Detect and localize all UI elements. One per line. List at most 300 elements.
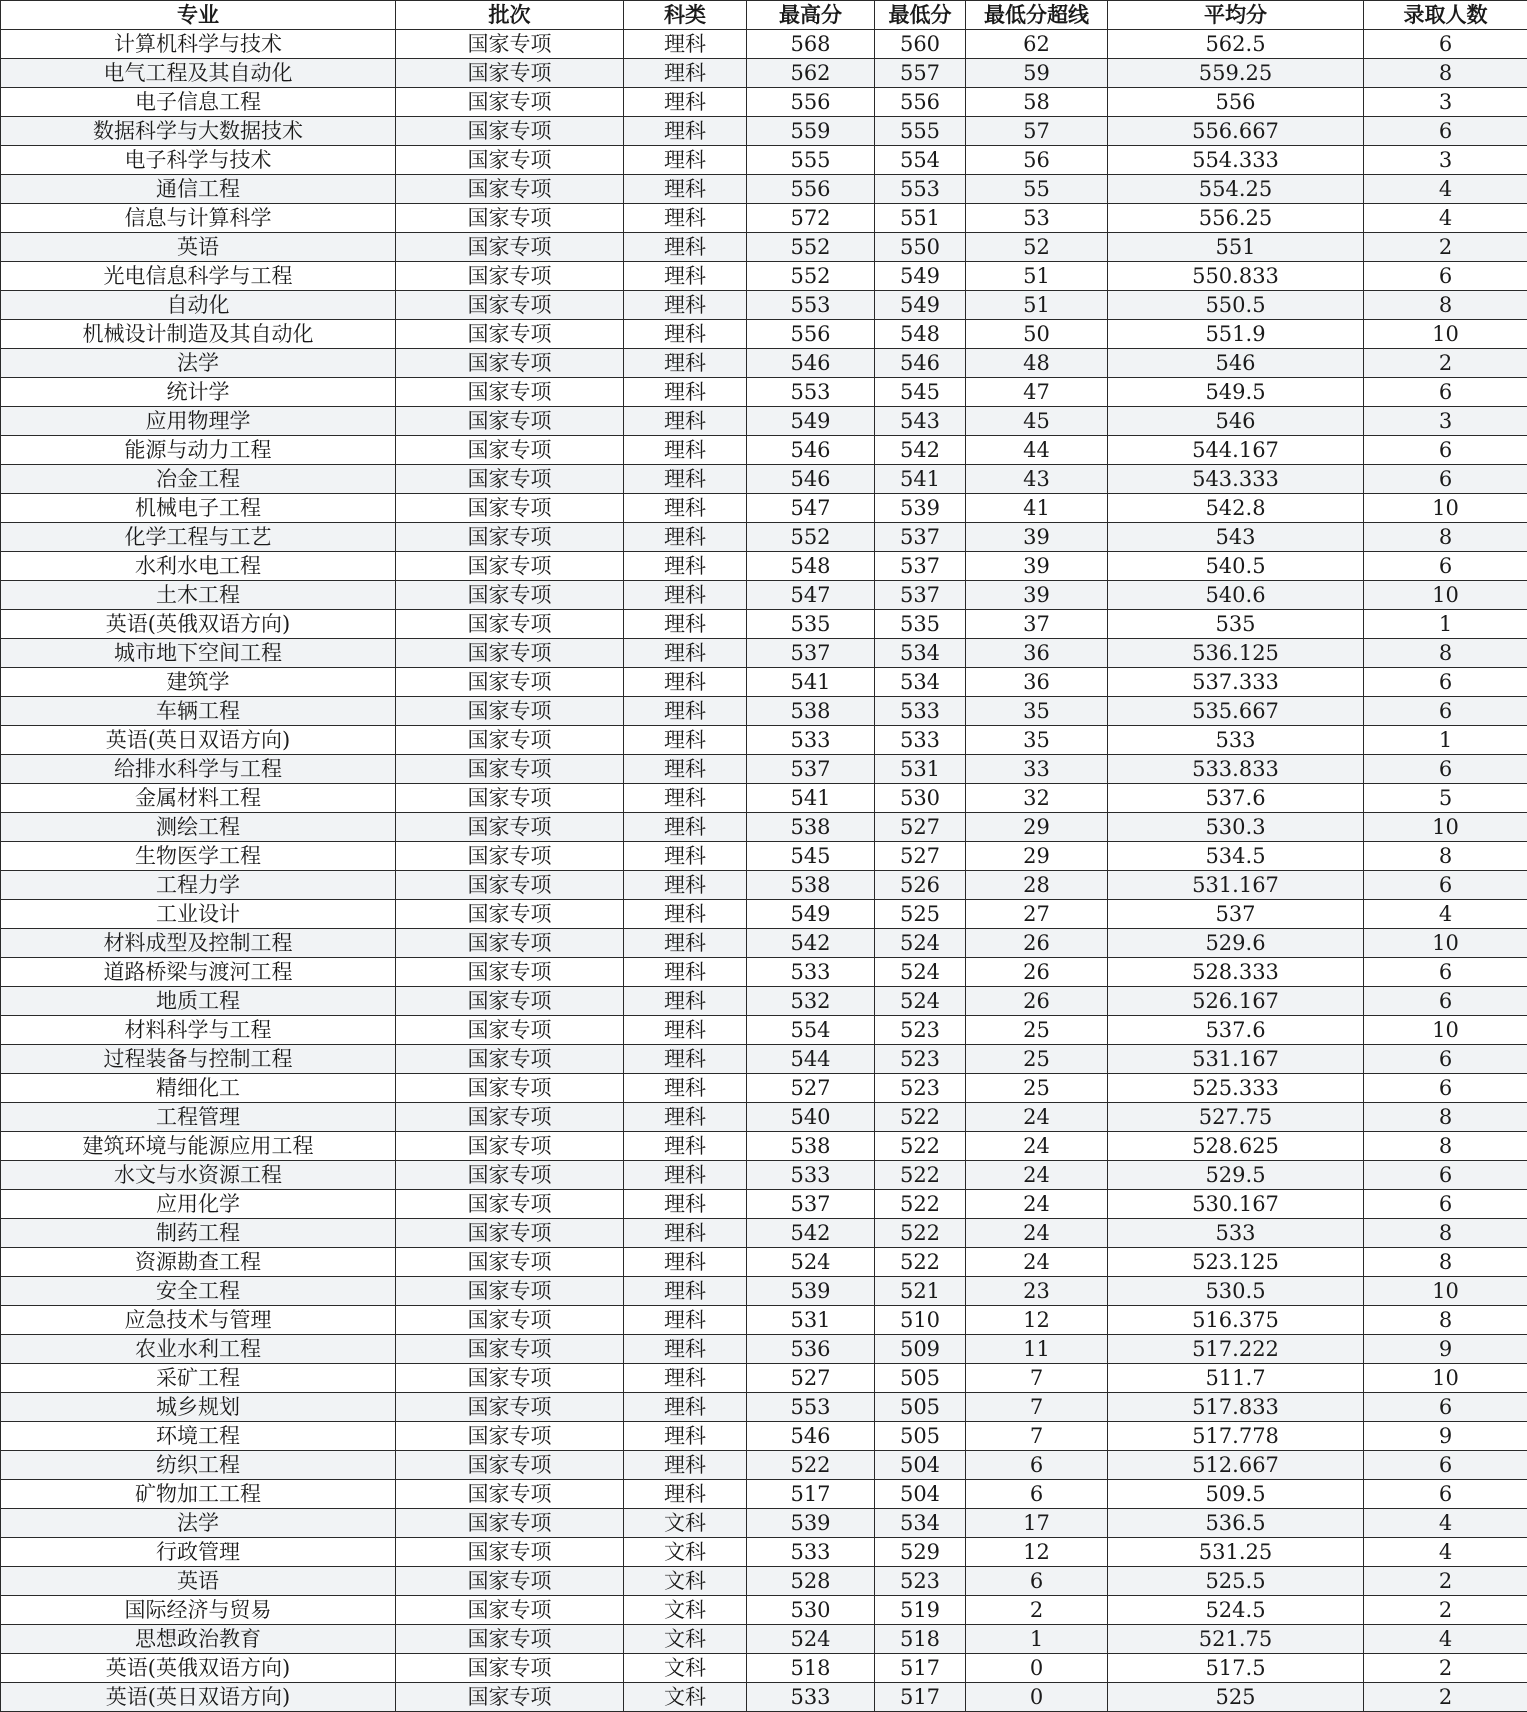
cell-batch: 国家专项 bbox=[396, 349, 624, 378]
table-row bbox=[1, 610, 1527, 639]
cell-admitted-count: 9 bbox=[1364, 1422, 1527, 1451]
cell-max-score: 524 bbox=[747, 1248, 875, 1277]
cell-batch: 国家专项 bbox=[396, 871, 624, 900]
cell-admitted-count: 5 bbox=[1364, 784, 1527, 813]
cell-batch: 国家专项 bbox=[396, 900, 624, 929]
cell-batch: 国家专项 bbox=[396, 726, 624, 755]
cell-max-score: 552 bbox=[747, 523, 875, 552]
cell-min-score: 531 bbox=[875, 755, 966, 784]
cell-subject-type: 理科 bbox=[624, 1248, 747, 1277]
table-row bbox=[1, 1248, 1527, 1277]
cell-avg-score: 537.333 bbox=[1108, 668, 1364, 697]
cell-major: 电子科学与技术 bbox=[1, 146, 396, 175]
cell-admitted-count: 4 bbox=[1364, 1538, 1527, 1567]
cell-major: 过程装备与控制工程 bbox=[1, 1045, 396, 1074]
cell-admitted-count: 6 bbox=[1364, 958, 1527, 987]
cell-major: 通信工程 bbox=[1, 175, 396, 204]
cell-admitted-count: 2 bbox=[1364, 1567, 1527, 1596]
cell-max-score: 553 bbox=[747, 291, 875, 320]
cell-min-score: 549 bbox=[875, 291, 966, 320]
table-row bbox=[1, 697, 1527, 726]
cell-max-score: 547 bbox=[747, 581, 875, 610]
cell-batch: 国家专项 bbox=[396, 291, 624, 320]
table-row bbox=[1, 1480, 1527, 1509]
cell-major: 城市地下空间工程 bbox=[1, 639, 396, 668]
cell-batch: 国家专项 bbox=[396, 1567, 624, 1596]
cell-max-score: 556 bbox=[747, 320, 875, 349]
cell-subject-type: 理科 bbox=[624, 668, 747, 697]
cell-min-over-line: 43 bbox=[966, 465, 1108, 494]
cell-avg-score: 526.167 bbox=[1108, 987, 1364, 1016]
cell-min-score: 522 bbox=[875, 1132, 966, 1161]
cell-min-over-line: 36 bbox=[966, 639, 1108, 668]
cell-min-score: 560 bbox=[875, 30, 966, 59]
cell-avg-score: 551 bbox=[1108, 233, 1364, 262]
table-row bbox=[1, 1335, 1527, 1364]
cell-avg-score: 517.833 bbox=[1108, 1393, 1364, 1422]
cell-max-score: 549 bbox=[747, 900, 875, 929]
cell-min-over-line: 27 bbox=[966, 900, 1108, 929]
cell-subject-type: 理科 bbox=[624, 204, 747, 233]
cell-subject-type: 理科 bbox=[624, 1103, 747, 1132]
cell-avg-score: 535.667 bbox=[1108, 697, 1364, 726]
cell-major: 城乡规划 bbox=[1, 1393, 396, 1422]
cell-batch: 国家专项 bbox=[396, 1277, 624, 1306]
table-row bbox=[1, 958, 1527, 987]
cell-avg-score: 546 bbox=[1108, 407, 1364, 436]
cell-max-score: 522 bbox=[747, 1451, 875, 1480]
cell-subject-type: 理科 bbox=[624, 320, 747, 349]
cell-max-score: 568 bbox=[747, 30, 875, 59]
cell-min-over-line: 50 bbox=[966, 320, 1108, 349]
cell-avg-score: 525.5 bbox=[1108, 1567, 1364, 1596]
cell-major: 资源勘查工程 bbox=[1, 1248, 396, 1277]
cell-major: 能源与动力工程 bbox=[1, 436, 396, 465]
cell-min-over-line: 29 bbox=[966, 813, 1108, 842]
cell-min-over-line: 24 bbox=[966, 1219, 1108, 1248]
table-row bbox=[1, 88, 1527, 117]
cell-min-over-line: 26 bbox=[966, 929, 1108, 958]
cell-avg-score: 554.25 bbox=[1108, 175, 1364, 204]
cell-admitted-count: 6 bbox=[1364, 871, 1527, 900]
cell-min-over-line: 48 bbox=[966, 349, 1108, 378]
cell-subject-type: 理科 bbox=[624, 1190, 747, 1219]
cell-max-score: 572 bbox=[747, 204, 875, 233]
cell-avg-score: 531.167 bbox=[1108, 871, 1364, 900]
cell-major: 地质工程 bbox=[1, 987, 396, 1016]
cell-min-over-line: 25 bbox=[966, 1016, 1108, 1045]
cell-batch: 国家专项 bbox=[396, 59, 624, 88]
cell-subject-type: 理科 bbox=[624, 842, 747, 871]
cell-avg-score: 517.5 bbox=[1108, 1654, 1364, 1683]
cell-min-over-line: 51 bbox=[966, 291, 1108, 320]
cell-avg-score: 542.8 bbox=[1108, 494, 1364, 523]
cell-major: 思想政治教育 bbox=[1, 1625, 396, 1654]
cell-batch: 国家专项 bbox=[396, 784, 624, 813]
cell-subject-type: 理科 bbox=[624, 610, 747, 639]
cell-subject-type: 理科 bbox=[624, 1451, 747, 1480]
cell-avg-score: 537 bbox=[1108, 900, 1364, 929]
cell-min-over-line: 62 bbox=[966, 30, 1108, 59]
cell-subject-type: 文科 bbox=[624, 1596, 747, 1625]
cell-min-over-line: 6 bbox=[966, 1480, 1108, 1509]
cell-min-score: 505 bbox=[875, 1364, 966, 1393]
cell-max-score: 538 bbox=[747, 871, 875, 900]
table-row bbox=[1, 784, 1527, 813]
cell-min-over-line: 35 bbox=[966, 697, 1108, 726]
cell-subject-type: 理科 bbox=[624, 929, 747, 958]
cell-admitted-count: 10 bbox=[1364, 494, 1527, 523]
cell-admitted-count: 6 bbox=[1364, 436, 1527, 465]
table-row bbox=[1, 1393, 1527, 1422]
cell-major: 法学 bbox=[1, 349, 396, 378]
table-row bbox=[1, 1103, 1527, 1132]
cell-major: 英语(英日双语方向) bbox=[1, 1683, 396, 1712]
table-row bbox=[1, 523, 1527, 552]
cell-admitted-count: 8 bbox=[1364, 1132, 1527, 1161]
cell-batch: 国家专项 bbox=[396, 552, 624, 581]
table-row bbox=[1, 349, 1527, 378]
cell-major: 制药工程 bbox=[1, 1219, 396, 1248]
cell-admitted-count: 4 bbox=[1364, 175, 1527, 204]
cell-max-score: 533 bbox=[747, 1683, 875, 1712]
cell-max-score: 556 bbox=[747, 175, 875, 204]
cell-min-over-line: 25 bbox=[966, 1074, 1108, 1103]
cell-avg-score: 531.167 bbox=[1108, 1045, 1364, 1074]
cell-major: 计算机科学与技术 bbox=[1, 30, 396, 59]
cell-batch: 国家专项 bbox=[396, 204, 624, 233]
cell-subject-type: 理科 bbox=[624, 1219, 747, 1248]
cell-min-score: 524 bbox=[875, 929, 966, 958]
cell-min-over-line: 41 bbox=[966, 494, 1108, 523]
cell-max-score: 549 bbox=[747, 407, 875, 436]
cell-avg-score: 517.778 bbox=[1108, 1422, 1364, 1451]
cell-admitted-count: 1 bbox=[1364, 726, 1527, 755]
table-row bbox=[1, 204, 1527, 233]
cell-avg-score: 534.5 bbox=[1108, 842, 1364, 871]
cell-subject-type: 理科 bbox=[624, 1074, 747, 1103]
cell-batch: 国家专项 bbox=[396, 1045, 624, 1074]
cell-major: 纺织工程 bbox=[1, 1451, 396, 1480]
cell-min-over-line: 51 bbox=[966, 262, 1108, 291]
cell-max-score: 533 bbox=[747, 726, 875, 755]
cell-major: 测绘工程 bbox=[1, 813, 396, 842]
cell-batch: 国家专项 bbox=[396, 1161, 624, 1190]
table-row bbox=[1, 1132, 1527, 1161]
cell-avg-score: 511.7 bbox=[1108, 1364, 1364, 1393]
cell-subject-type: 文科 bbox=[624, 1538, 747, 1567]
cell-min-over-line: 1 bbox=[966, 1625, 1108, 1654]
cell-avg-score: 536.5 bbox=[1108, 1509, 1364, 1538]
header-admitted-count: 录取人数 bbox=[1364, 1, 1527, 30]
cell-min-score: 535 bbox=[875, 610, 966, 639]
table-row bbox=[1, 1451, 1527, 1480]
cell-min-score: 529 bbox=[875, 1538, 966, 1567]
cell-major: 矿物加工工程 bbox=[1, 1480, 396, 1509]
cell-min-score: 548 bbox=[875, 320, 966, 349]
cell-max-score: 538 bbox=[747, 813, 875, 842]
cell-batch: 国家专项 bbox=[396, 581, 624, 610]
cell-batch: 国家专项 bbox=[396, 697, 624, 726]
cell-avg-score: 554.333 bbox=[1108, 146, 1364, 175]
cell-max-score: 545 bbox=[747, 842, 875, 871]
cell-min-over-line: 29 bbox=[966, 842, 1108, 871]
cell-min-score: 522 bbox=[875, 1190, 966, 1219]
table-row bbox=[1, 1161, 1527, 1190]
cell-max-score: 552 bbox=[747, 233, 875, 262]
cell-admitted-count: 8 bbox=[1364, 1219, 1527, 1248]
cell-batch: 国家专项 bbox=[396, 494, 624, 523]
cell-max-score: 555 bbox=[747, 146, 875, 175]
cell-avg-score: 528.625 bbox=[1108, 1132, 1364, 1161]
cell-max-score: 546 bbox=[747, 1422, 875, 1451]
cell-admitted-count: 8 bbox=[1364, 59, 1527, 88]
cell-avg-score: 533.833 bbox=[1108, 755, 1364, 784]
cell-min-score: 542 bbox=[875, 436, 966, 465]
cell-max-score: 518 bbox=[747, 1654, 875, 1683]
cell-min-over-line: 57 bbox=[966, 117, 1108, 146]
cell-avg-score: 562.5 bbox=[1108, 30, 1364, 59]
table-row bbox=[1, 175, 1527, 204]
cell-min-over-line: 35 bbox=[966, 726, 1108, 755]
cell-batch: 国家专项 bbox=[396, 958, 624, 987]
cell-major: 信息与计算科学 bbox=[1, 204, 396, 233]
cell-subject-type: 理科 bbox=[624, 1132, 747, 1161]
cell-subject-type: 理科 bbox=[624, 1335, 747, 1364]
cell-min-score: 533 bbox=[875, 726, 966, 755]
cell-max-score: 538 bbox=[747, 1132, 875, 1161]
cell-admitted-count: 6 bbox=[1364, 987, 1527, 1016]
table-header bbox=[1, 1, 1527, 30]
cell-major: 行政管理 bbox=[1, 1538, 396, 1567]
cell-avg-score: 512.667 bbox=[1108, 1451, 1364, 1480]
table-row bbox=[1, 378, 1527, 407]
cell-admitted-count: 8 bbox=[1364, 1306, 1527, 1335]
cell-major: 应急技术与管理 bbox=[1, 1306, 396, 1335]
cell-subject-type: 理科 bbox=[624, 755, 747, 784]
cell-avg-score: 535 bbox=[1108, 610, 1364, 639]
cell-subject-type: 理科 bbox=[624, 1393, 747, 1422]
cell-min-over-line: 36 bbox=[966, 668, 1108, 697]
cell-max-score: 537 bbox=[747, 755, 875, 784]
cell-major: 英语(英俄双语方向) bbox=[1, 610, 396, 639]
cell-avg-score: 556.667 bbox=[1108, 117, 1364, 146]
table-row bbox=[1, 146, 1527, 175]
cell-major: 工程管理 bbox=[1, 1103, 396, 1132]
cell-max-score: 546 bbox=[747, 349, 875, 378]
cell-max-score: 540 bbox=[747, 1103, 875, 1132]
header-row bbox=[1, 1, 1527, 30]
cell-batch: 国家专项 bbox=[396, 1480, 624, 1509]
cell-avg-score: 556.25 bbox=[1108, 204, 1364, 233]
cell-batch: 国家专项 bbox=[396, 755, 624, 784]
cell-max-score: 531 bbox=[747, 1306, 875, 1335]
cell-min-over-line: 45 bbox=[966, 407, 1108, 436]
cell-min-over-line: 58 bbox=[966, 88, 1108, 117]
cell-subject-type: 理科 bbox=[624, 59, 747, 88]
cell-subject-type: 文科 bbox=[624, 1567, 747, 1596]
cell-min-score: 523 bbox=[875, 1074, 966, 1103]
cell-subject-type: 理科 bbox=[624, 639, 747, 668]
cell-avg-score: 543.333 bbox=[1108, 465, 1364, 494]
cell-admitted-count: 6 bbox=[1364, 1451, 1527, 1480]
cell-max-score: 539 bbox=[747, 1277, 875, 1306]
cell-admitted-count: 8 bbox=[1364, 291, 1527, 320]
table-row bbox=[1, 1219, 1527, 1248]
cell-admitted-count: 4 bbox=[1364, 1625, 1527, 1654]
cell-min-score: 518 bbox=[875, 1625, 966, 1654]
cell-avg-score: 544.167 bbox=[1108, 436, 1364, 465]
table-row bbox=[1, 668, 1527, 697]
cell-min-over-line: 39 bbox=[966, 581, 1108, 610]
table-row bbox=[1, 1654, 1527, 1683]
cell-subject-type: 理科 bbox=[624, 871, 747, 900]
cell-major: 自动化 bbox=[1, 291, 396, 320]
cell-min-score: 509 bbox=[875, 1335, 966, 1364]
cell-major: 给排水科学与工程 bbox=[1, 755, 396, 784]
cell-max-score: 546 bbox=[747, 436, 875, 465]
cell-min-score: 522 bbox=[875, 1161, 966, 1190]
cell-min-score: 533 bbox=[875, 697, 966, 726]
cell-subject-type: 文科 bbox=[624, 1683, 747, 1712]
cell-min-score: 537 bbox=[875, 581, 966, 610]
table-row bbox=[1, 494, 1527, 523]
cell-subject-type: 理科 bbox=[624, 436, 747, 465]
cell-avg-score: 523.125 bbox=[1108, 1248, 1364, 1277]
cell-major: 电子信息工程 bbox=[1, 88, 396, 117]
cell-max-score: 537 bbox=[747, 1190, 875, 1219]
cell-min-score: 527 bbox=[875, 842, 966, 871]
cell-subject-type: 理科 bbox=[624, 784, 747, 813]
cell-min-over-line: 12 bbox=[966, 1538, 1108, 1567]
cell-min-score: 519 bbox=[875, 1596, 966, 1625]
cell-major: 应用物理学 bbox=[1, 407, 396, 436]
cell-subject-type: 理科 bbox=[624, 1161, 747, 1190]
cell-batch: 国家专项 bbox=[396, 1364, 624, 1393]
cell-batch: 国家专项 bbox=[396, 1074, 624, 1103]
cell-min-score: 546 bbox=[875, 349, 966, 378]
cell-batch: 国家专项 bbox=[396, 233, 624, 262]
cell-avg-score: 525.333 bbox=[1108, 1074, 1364, 1103]
cell-max-score: 541 bbox=[747, 784, 875, 813]
cell-major: 材料科学与工程 bbox=[1, 1016, 396, 1045]
cell-min-score: 555 bbox=[875, 117, 966, 146]
cell-min-score: 545 bbox=[875, 378, 966, 407]
cell-avg-score: 529.5 bbox=[1108, 1161, 1364, 1190]
cell-major: 统计学 bbox=[1, 378, 396, 407]
cell-major: 生物医学工程 bbox=[1, 842, 396, 871]
cell-batch: 国家专项 bbox=[396, 117, 624, 146]
table-row bbox=[1, 900, 1527, 929]
cell-avg-score: 529.6 bbox=[1108, 929, 1364, 958]
cell-min-score: 524 bbox=[875, 958, 966, 987]
cell-max-score: 538 bbox=[747, 697, 875, 726]
cell-admitted-count: 8 bbox=[1364, 523, 1527, 552]
cell-min-over-line: 7 bbox=[966, 1393, 1108, 1422]
cell-major: 环境工程 bbox=[1, 1422, 396, 1451]
cell-max-score: 528 bbox=[747, 1567, 875, 1596]
cell-admitted-count: 6 bbox=[1364, 378, 1527, 407]
table-row bbox=[1, 639, 1527, 668]
table-row bbox=[1, 1509, 1527, 1538]
cell-min-score: 557 bbox=[875, 59, 966, 88]
cell-min-over-line: 12 bbox=[966, 1306, 1108, 1335]
table-row bbox=[1, 262, 1527, 291]
cell-major: 工业设计 bbox=[1, 900, 396, 929]
table-row bbox=[1, 726, 1527, 755]
cell-max-score: 530 bbox=[747, 1596, 875, 1625]
cell-max-score: 552 bbox=[747, 262, 875, 291]
cell-admitted-count: 6 bbox=[1364, 552, 1527, 581]
cell-major: 车辆工程 bbox=[1, 697, 396, 726]
cell-subject-type: 理科 bbox=[624, 117, 747, 146]
cell-min-score: 522 bbox=[875, 1219, 966, 1248]
cell-subject-type: 理科 bbox=[624, 262, 747, 291]
cell-batch: 国家专项 bbox=[396, 146, 624, 175]
cell-batch: 国家专项 bbox=[396, 1538, 624, 1567]
cell-admitted-count: 8 bbox=[1364, 639, 1527, 668]
cell-max-score: 533 bbox=[747, 958, 875, 987]
cell-major: 农业水利工程 bbox=[1, 1335, 396, 1364]
cell-min-score: 510 bbox=[875, 1306, 966, 1335]
cell-max-score: 562 bbox=[747, 59, 875, 88]
cell-major: 数据科学与大数据技术 bbox=[1, 117, 396, 146]
cell-min-over-line: 25 bbox=[966, 1045, 1108, 1074]
cell-batch: 国家专项 bbox=[396, 842, 624, 871]
cell-avg-score: 550.5 bbox=[1108, 291, 1364, 320]
cell-min-over-line: 33 bbox=[966, 755, 1108, 784]
cell-min-score: 549 bbox=[875, 262, 966, 291]
cell-admitted-count: 6 bbox=[1364, 1161, 1527, 1190]
cell-admitted-count: 4 bbox=[1364, 900, 1527, 929]
cell-avg-score: 527.75 bbox=[1108, 1103, 1364, 1132]
cell-min-score: 504 bbox=[875, 1480, 966, 1509]
table-row bbox=[1, 407, 1527, 436]
cell-major: 机械电子工程 bbox=[1, 494, 396, 523]
table-row bbox=[1, 1538, 1527, 1567]
cell-max-score: 533 bbox=[747, 1161, 875, 1190]
table-row bbox=[1, 581, 1527, 610]
cell-major: 法学 bbox=[1, 1509, 396, 1538]
cell-batch: 国家专项 bbox=[396, 1219, 624, 1248]
table-row bbox=[1, 233, 1527, 262]
cell-major: 建筑学 bbox=[1, 668, 396, 697]
cell-batch: 国家专项 bbox=[396, 465, 624, 494]
cell-avg-score: 536.125 bbox=[1108, 639, 1364, 668]
cell-min-over-line: 37 bbox=[966, 610, 1108, 639]
cell-min-score: 551 bbox=[875, 204, 966, 233]
cell-major: 安全工程 bbox=[1, 1277, 396, 1306]
cell-batch: 国家专项 bbox=[396, 813, 624, 842]
cell-admitted-count: 6 bbox=[1364, 1480, 1527, 1509]
cell-avg-score: 540.5 bbox=[1108, 552, 1364, 581]
cell-max-score: 559 bbox=[747, 117, 875, 146]
header-subject-type: 科类 bbox=[624, 1, 747, 30]
cell-admitted-count: 6 bbox=[1364, 262, 1527, 291]
cell-max-score: 554 bbox=[747, 1016, 875, 1045]
cell-batch: 国家专项 bbox=[396, 929, 624, 958]
cell-batch: 国家专项 bbox=[396, 30, 624, 59]
table-row bbox=[1, 1596, 1527, 1625]
cell-avg-score: 530.5 bbox=[1108, 1277, 1364, 1306]
cell-min-over-line: 24 bbox=[966, 1248, 1108, 1277]
cell-max-score: 542 bbox=[747, 1219, 875, 1248]
cell-admitted-count: 6 bbox=[1364, 1393, 1527, 1422]
cell-subject-type: 理科 bbox=[624, 146, 747, 175]
table-body bbox=[1, 30, 1527, 1712]
cell-min-over-line: 28 bbox=[966, 871, 1108, 900]
cell-major: 机械设计制造及其自动化 bbox=[1, 320, 396, 349]
